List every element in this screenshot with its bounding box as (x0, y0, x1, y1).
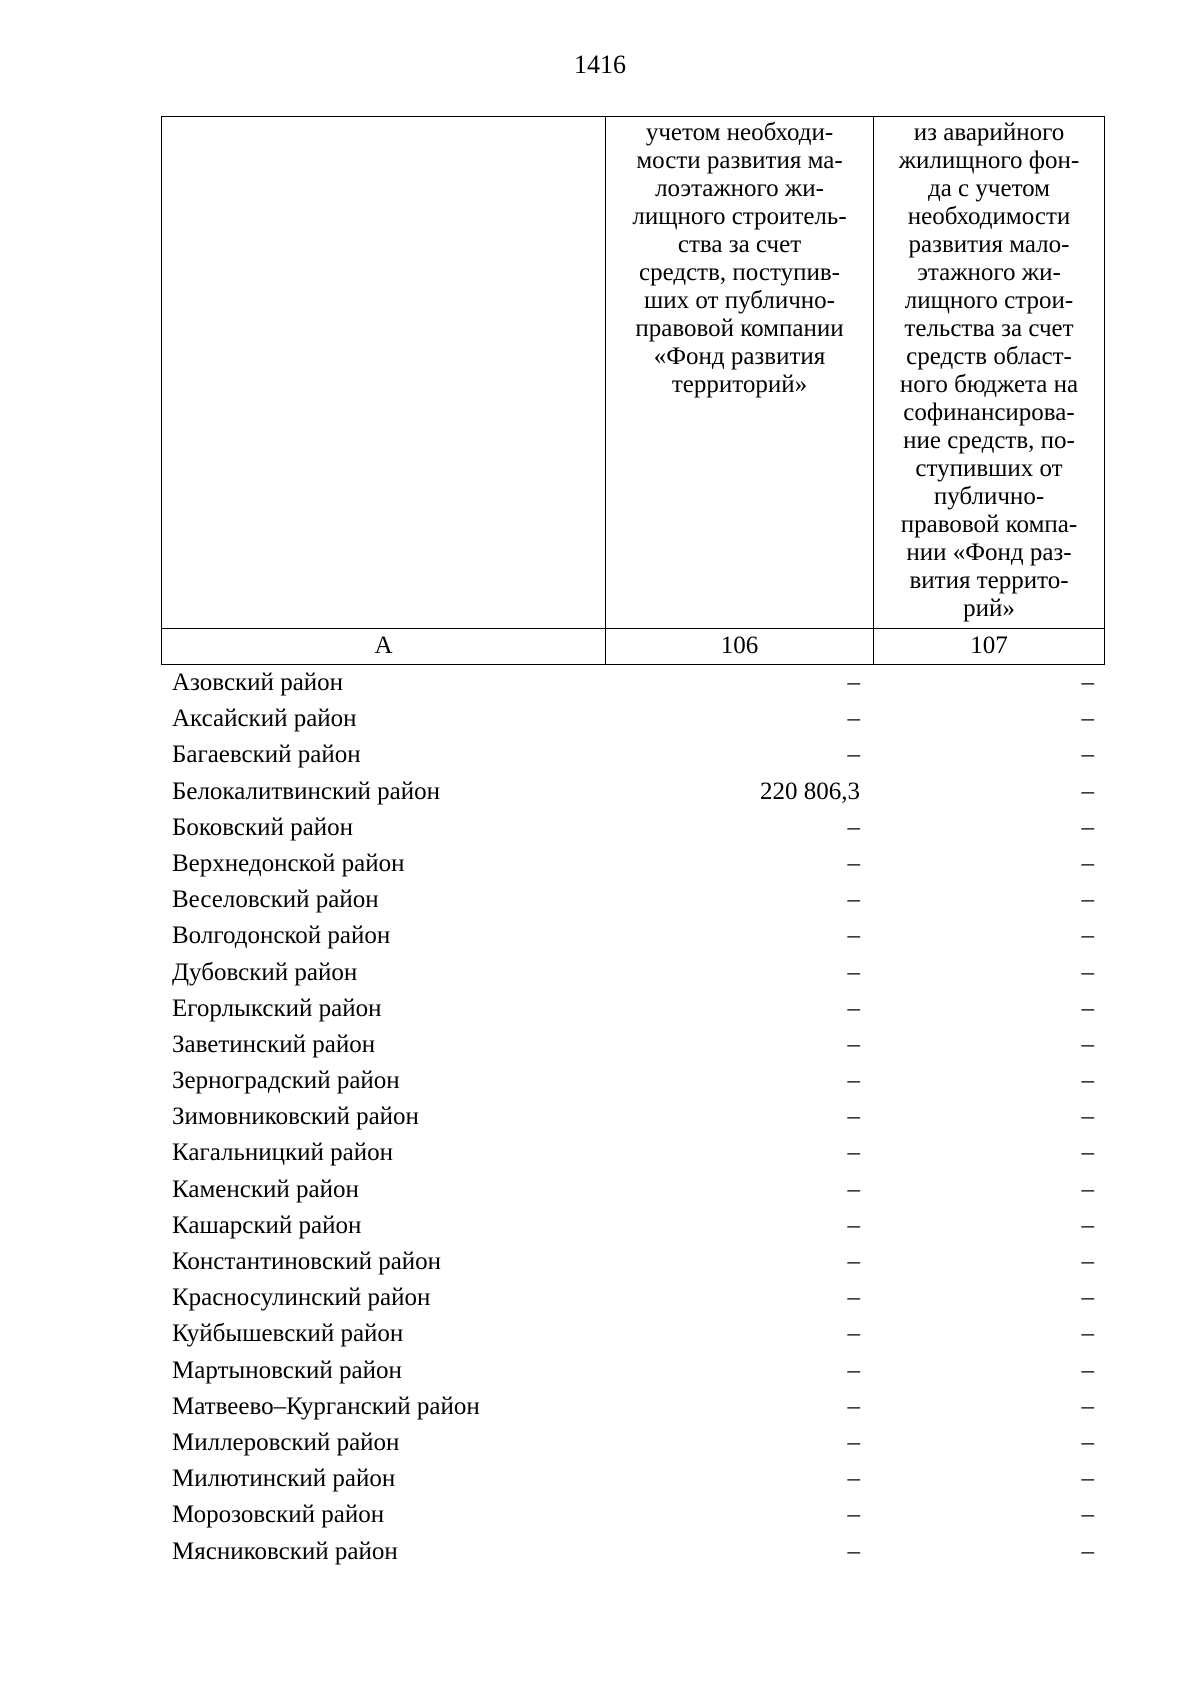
district-name: Кагальницкий район (172, 1139, 394, 1167)
district-name: Мясниковский район (172, 1537, 398, 1565)
district-name: Дубовский район (172, 958, 358, 986)
value-col-107: – (1081, 741, 1094, 769)
value-col-107: – (1081, 1428, 1094, 1456)
value-col-106: – (847, 1030, 860, 1058)
page-number: 1416 (574, 50, 626, 79)
value-col-106: – (847, 741, 860, 769)
district-name: Каменский район (172, 1175, 359, 1203)
table-row (161, 1316, 1105, 1352)
value-col-106: – (847, 1248, 860, 1275)
table-row (161, 955, 1105, 991)
value-col-106: – (847, 705, 860, 733)
value-col-107: – (1081, 1501, 1094, 1529)
table-row (161, 918, 1105, 954)
value-col-107: – (1081, 1067, 1094, 1095)
value-col-107: – (1081, 1356, 1094, 1384)
district-name: Егорлыкский район (172, 994, 382, 1022)
value-col-106: – (847, 1175, 860, 1203)
district-name: Аксайский район (172, 705, 357, 733)
table-header (161, 116, 1105, 665)
district-name: Куйбышевский район (172, 1320, 404, 1348)
district-name: Миллеровский район (172, 1428, 400, 1456)
value-col-106: – (847, 1067, 860, 1095)
value-col-107: – (1081, 705, 1094, 733)
table-row (161, 991, 1105, 1027)
table-row (161, 1172, 1105, 1208)
value-col-106: – (847, 958, 860, 986)
value-col-107: – (1081, 1248, 1094, 1275)
value-col-107: – (1081, 777, 1094, 805)
table-row (161, 1208, 1105, 1244)
header-cell-106: учетом необходи- мости развития ма- лоэтажного жи- лищного строитель- ства за счет средств, поступив- ших от публично- правовой компании «Фонд развития территорий» (632, 119, 847, 398)
table-row (161, 1280, 1105, 1316)
table-row (161, 1497, 1105, 1533)
value-col-106: – (847, 922, 860, 950)
value-col-107: – (1081, 1211, 1094, 1239)
value-col-107: – (1081, 1103, 1094, 1131)
column-code-107: 107 (970, 632, 1008, 659)
district-name: Багаевский район (172, 741, 361, 769)
value-col-107: – (1081, 886, 1094, 914)
value-col-106: – (847, 1211, 860, 1239)
value-col-107: – (1081, 958, 1094, 986)
value-col-106: – (847, 1392, 860, 1420)
table-row (161, 1244, 1105, 1280)
value-col-106: 220 806,3 (760, 777, 860, 805)
value-col-107: – (1081, 922, 1094, 950)
value-col-106: – (847, 1320, 860, 1348)
value-col-107: – (1081, 1320, 1094, 1348)
value-col-107: – (1081, 1465, 1094, 1493)
value-col-106: – (847, 1356, 860, 1384)
value-col-107: – (1081, 1175, 1094, 1203)
table-row (161, 701, 1105, 737)
district-name: Милютинский район (172, 1465, 396, 1493)
table-row (161, 665, 1105, 701)
table-row (161, 810, 1105, 846)
value-col-106: – (847, 669, 860, 696)
table-body (161, 665, 1105, 1570)
value-col-107: – (1081, 669, 1094, 696)
value-col-107: – (1081, 849, 1094, 877)
district-name: Веселовский район (172, 886, 379, 914)
value-col-106: – (847, 1537, 860, 1565)
value-col-107: – (1081, 994, 1094, 1022)
table-row (161, 1461, 1105, 1497)
table-row (161, 1027, 1105, 1063)
value-col-106: – (847, 1501, 860, 1529)
value-col-107: – (1081, 1537, 1094, 1565)
table-row (161, 1353, 1105, 1389)
value-col-106: – (847, 1428, 860, 1456)
value-col-106: – (847, 1465, 860, 1493)
table-row (161, 1063, 1105, 1099)
district-name: Кашарский район (172, 1211, 362, 1239)
table-row (161, 1389, 1105, 1425)
district-name: Зерноградский район (172, 1067, 400, 1095)
district-name: Зимовниковский район (172, 1103, 419, 1131)
table-row (161, 737, 1105, 773)
district-name: Боковский район (172, 813, 353, 841)
value-col-107: – (1081, 1139, 1094, 1167)
value-col-106: – (847, 994, 860, 1022)
district-name: Белокалитвинский район (172, 777, 440, 805)
district-name: Верхнедонской район (172, 849, 405, 877)
district-name: Мартыновский район (172, 1356, 402, 1384)
district-name: Азовский район (172, 669, 344, 696)
table-row (161, 1099, 1105, 1135)
value-col-106: – (847, 849, 860, 877)
value-col-106: – (847, 1139, 860, 1167)
district-name: Красносулинский район (172, 1284, 431, 1312)
value-col-107: – (1081, 813, 1094, 841)
column-code-a: А (374, 632, 393, 659)
table-row (161, 1135, 1105, 1171)
value-col-106: – (847, 1284, 860, 1312)
table-row (161, 1534, 1105, 1570)
value-col-106: – (847, 813, 860, 841)
column-code-106: 106 (720, 632, 759, 659)
value-col-107: – (1081, 1284, 1094, 1312)
table-row (161, 1425, 1105, 1461)
district-name: Константиновский район (172, 1248, 442, 1275)
table-row (161, 846, 1105, 882)
value-col-106: – (847, 886, 860, 914)
table-row (161, 774, 1105, 810)
district-name: Заветинский район (172, 1030, 376, 1058)
district-name: Волгодонской район (172, 922, 391, 950)
value-col-107: – (1081, 1030, 1094, 1058)
header-cell-107: из аварийного жилищного фон- да с учетом необходимости развития мало- этажного жи- лищного строи- тельства за счет средств област- ного бюджета на софинансирова- ние средств, по- ступивших от публично- правовой компа- нии «Фонд раз- вития террито- рий» (898, 119, 1080, 622)
value-col-107: – (1081, 1392, 1094, 1420)
value-col-106: – (847, 1103, 860, 1131)
district-name: Матвеево–Курганский район (172, 1392, 480, 1420)
table-row (161, 882, 1105, 918)
district-name: Морозовский район (172, 1501, 385, 1529)
